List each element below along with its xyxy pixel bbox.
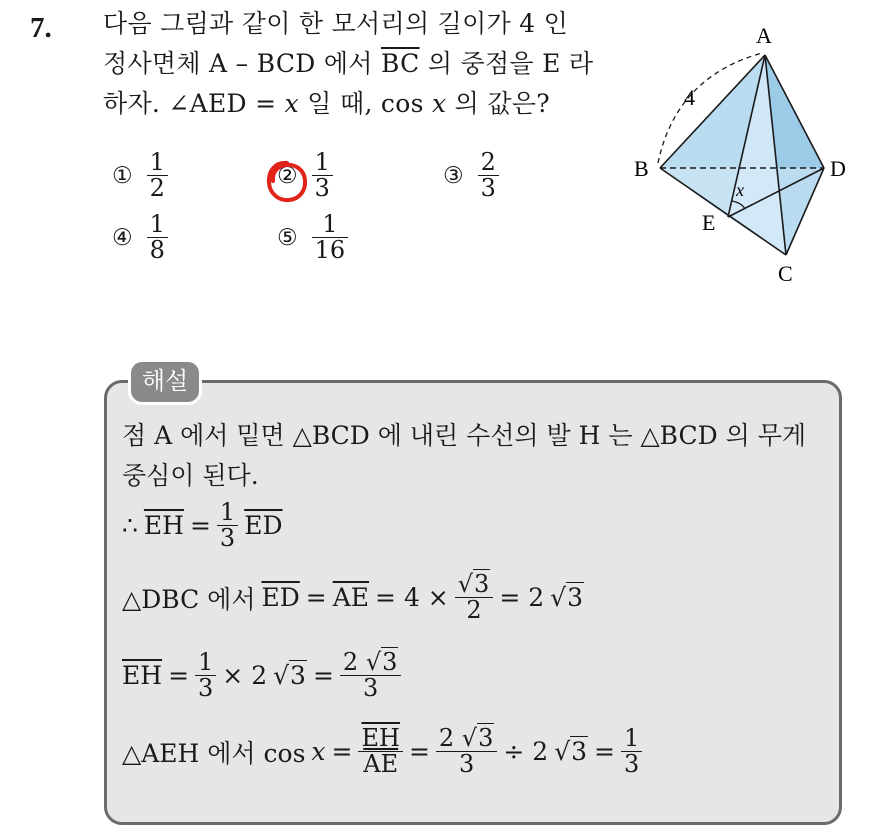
solution-tag: 해설 [128,359,202,405]
choice-2[interactable]: ② $\frac{1}{3}$ [277,150,333,201]
solution-line-5: $\overline{EH}$ = $\frac{1}{3}$ × 2 √3 = $\frac{2 √3}{3}$ [122,650,401,701]
choice-3[interactable]: ③ $\frac{2}{3}$ [443,150,499,201]
solution-line-6: △AEH 에서 cos x = $\frac{\overline{EH}}{AE}$ = $\frac{2 √3}{3}$ ÷ 2 √3 = $\frac{1}{3}$ [122,726,642,777]
solution-line-4: △DBC 에서 $\overline{ED}$ = $\overline{AE}$ = 4 × $\frac{√3}{2}$ = 2 √3 [122,570,583,625]
segment-bc: $\overline{BC}$ [381,49,420,78]
question-line-1: 다음 그림과 같이 한 모서리의 길이가 4 인 [103,9,569,38]
choice-4[interactable]: ④ $\frac{1}{8}$ [112,212,168,263]
choice-5[interactable]: ⑤ $\frac{1}{16}$ [277,212,348,263]
choice-1[interactable]: ① $\frac{1}{2}$ [112,150,168,201]
tetrahedron-figure [628,15,864,290]
label-edge-length: 4 [684,85,695,110]
label-a: A [756,23,772,48]
label-c: C [778,261,793,286]
solution-line-1: 점 A 에서 밑면 △BCD 에 내린 수선의 발 H 는 △BCD 의 무게 [122,421,807,450]
question-line-3: 하자. ∠AED = x 일 때, cos x 의 값은? [103,89,550,118]
solution-line-2: 중심이 된다. [122,461,259,490]
question-number: 7. [30,12,52,44]
label-d: D [830,156,846,181]
question-line-2: 정사면체 A – BCD 에서 $\overline{BC}$ 의 중점을 E 라 [103,49,594,78]
label-b: B [634,156,649,181]
solution-line-3: ∴ $\overline{EH}$ = $\frac{1}{3}$ $\overline{ED}$ [122,498,283,553]
selected-answer-circle [264,159,310,205]
label-x: x [736,180,744,200]
label-e: E [702,210,716,235]
